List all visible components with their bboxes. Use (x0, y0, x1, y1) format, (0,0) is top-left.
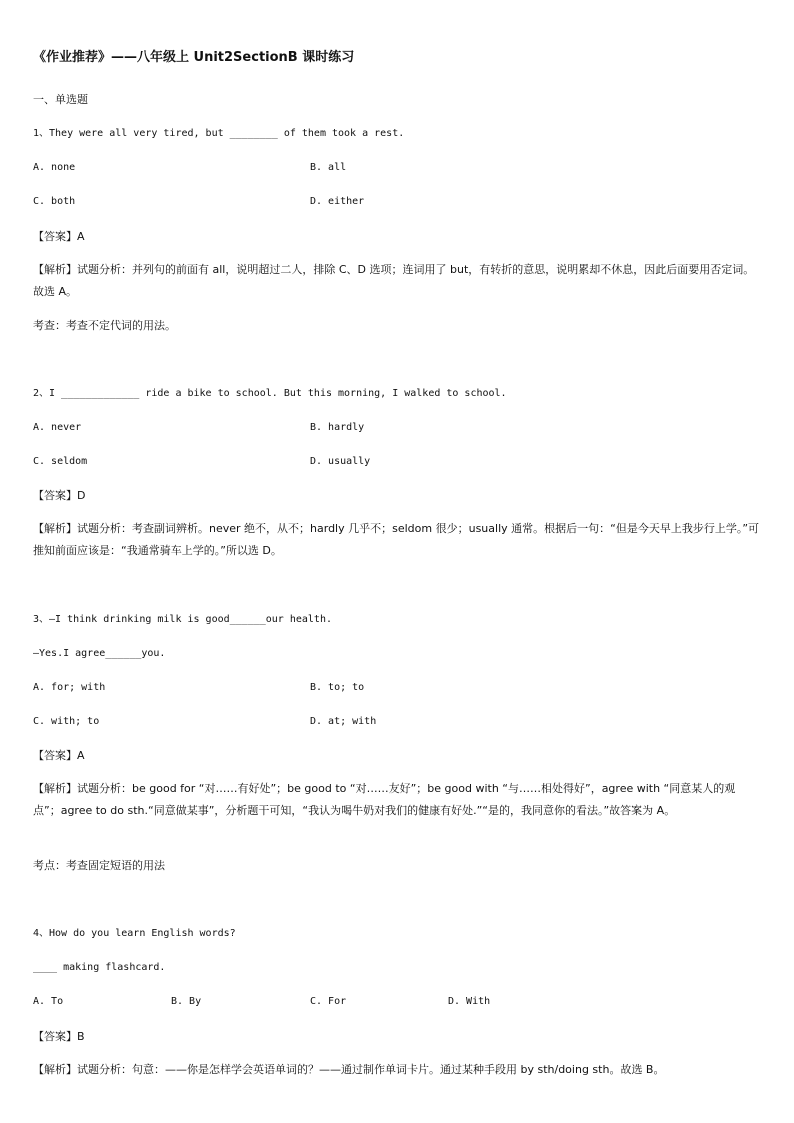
question-3-stem: 3、—I think drinking milk is good______our health. (33, 614, 332, 625)
question-2-answer: 【答案】D (33, 489, 86, 502)
question-4-analysis: 【解析】试题分析：句意：——你是怎样学会英语单词的？——通过制作单词卡片。通过某种手段用 by sth/doing sth。故选 B。 (33, 1063, 665, 1076)
question-4-option-b: B. By (171, 996, 202, 1007)
question-4-option-c: C. For (310, 996, 347, 1007)
question-3-note: 考点：考查固定短语的用法 (33, 859, 165, 872)
question-1-option-c: C. both (33, 196, 76, 207)
question-3-option-b: B. to; to (310, 682, 365, 693)
page-title: 《作业推荐》——八年级上 Unit2SectionB 课时练习 (33, 50, 355, 65)
question-1-answer: 【答案】A (33, 230, 85, 243)
question-4-answer: 【答案】B (33, 1030, 85, 1043)
question-3-stem-reply: —Yes.I agree______you. (33, 648, 166, 659)
question-1-option-a: A. none (33, 162, 76, 173)
question-2-option-d: D. usually (310, 456, 371, 467)
question-2-stem: 2、I _____________ ride a bike to school. But this morning, I walked to school. (33, 388, 507, 399)
question-1-stem: 1、They were all very tired, but ________ of them took a rest. (33, 128, 405, 139)
question-1-note: 考查：考查不定代词的用法。 (33, 319, 176, 332)
question-4-stem: 4、How do you learn English words? (33, 928, 236, 939)
question-3-answer: 【答案】A (33, 749, 85, 762)
question-1-option-d: D. either (310, 196, 365, 207)
question-4-option-a: A. To (33, 996, 64, 1007)
question-3-option-d: D. at; with (310, 716, 377, 727)
question-3-option-c: C. with; to (33, 716, 100, 727)
question-2-option-a: A. never (33, 422, 82, 433)
question-3-analysis: 【解析】试题分析：be good for “对……有好处”；be good to “对……友好”；be good with “与……相处得好”，agree with “同意某人的观点”；agree to do sth.“同意做某事”，分析题干可知，“我认为喝牛奶对我们的健康有好处.”“是的，我同意你的看法。”故答案为 A。 (33, 782, 736, 817)
question-1-option-b: B. all (310, 162, 347, 173)
question-4-option-d: D. With (448, 996, 491, 1007)
question-1-analysis: 【解析】试题分析：并列句的前面有 all，说明超过二人，排除 C、D 选项；连词用了 but，有转折的意思，说明累却不休息，因此后面要用否定词。故选 A。 (33, 263, 755, 298)
question-2-analysis: 【解析】试题分析：考查副词辨析。never 绝不，从不；hardly 几乎不；seldom 很少；usually 通常。根据后一句：“但是今天早上我步行上学。”可推知前面应该是：“我通常骑车上学的。”所以选 D。 (33, 522, 760, 557)
question-2-option-c: C. seldom (33, 456, 88, 467)
question-3-option-a: A. for; with (33, 682, 106, 693)
question-2-option-b: B. hardly (310, 422, 365, 433)
section-heading: 一、单选题 (33, 93, 88, 106)
question-4-stem-reply: ____ making flashcard. (33, 962, 166, 973)
